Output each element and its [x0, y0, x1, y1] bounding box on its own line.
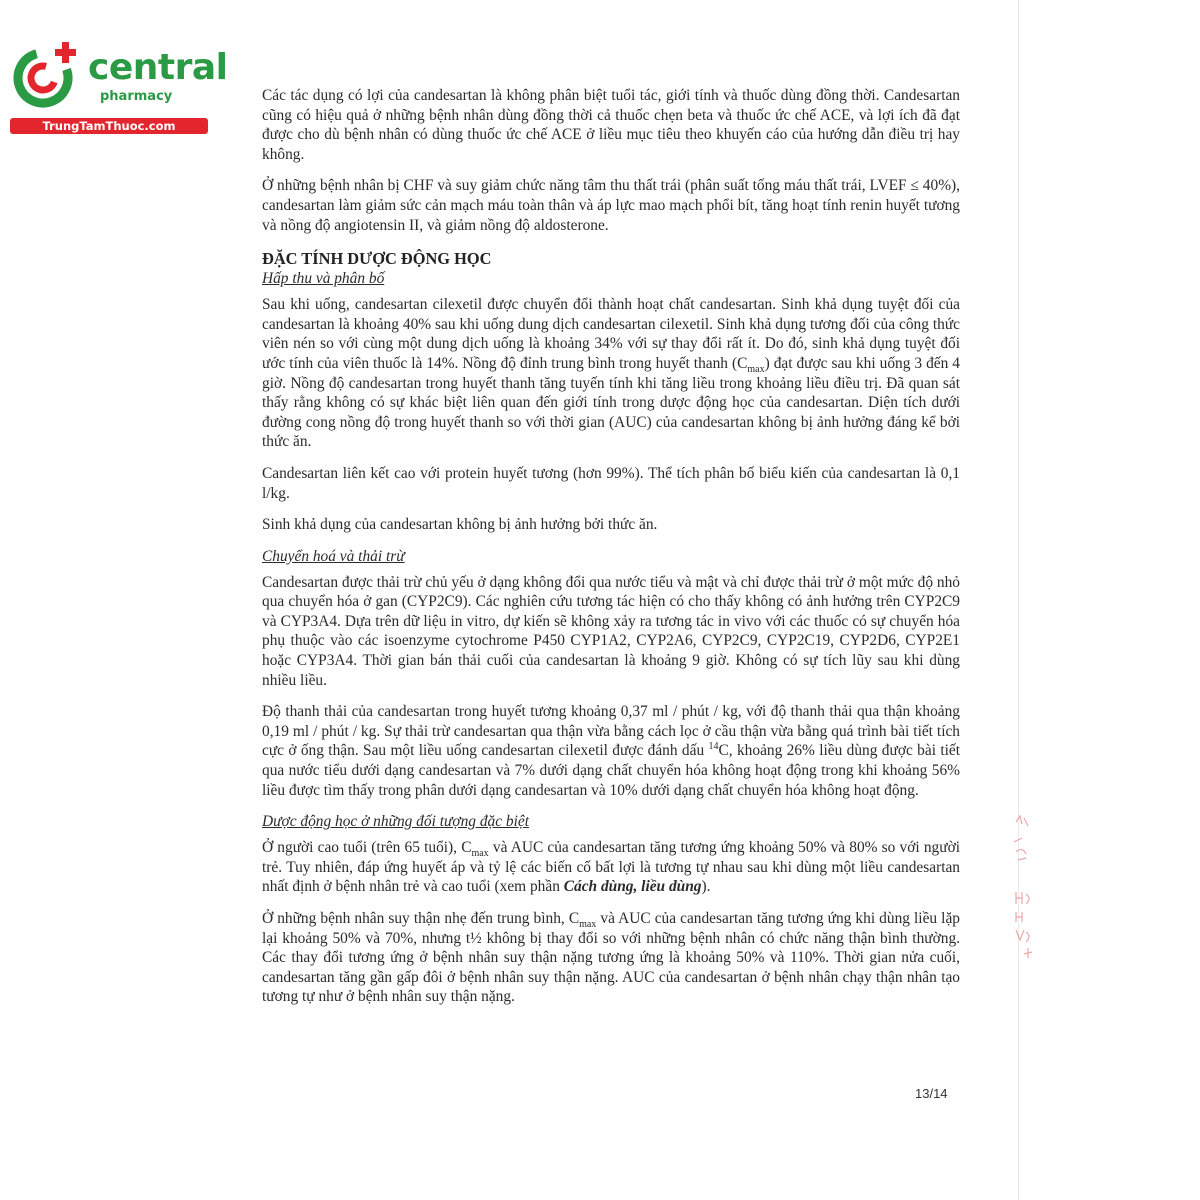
document-body [262, 86, 960, 1019]
cross-reference-emphasis: Cách dùng, liều dùng [563, 878, 702, 896]
text-run: và AUC của candesartan tăng tương ứng khoảng 50% và 80% so với người trẻ. Tuy nhiên, đáp ứng huyết áp và tỷ lệ các biến cố bất lợi là tương tự nhau sau khi dùng một liều candesartan nhất định ở bệnh nhân trẻ và cao tuổi (xem phần [262, 839, 960, 896]
paragraph-metabolism: Candesartan được thải trừ chủ yếu ở dạng không đổi qua nước tiểu và mật và chỉ được thải trừ ở một mức độ nhỏ qua chuyển hóa ở gan (CYP2C9). Các nghiên cứu tương tác hiện có cho thấy không có ảnh hưởng trên CYP2C9 và CYP3A4. Dựa trên dữ liệu in vitro, dự kiến sẽ không xảy ra tương tác in vivo với các thuốc có sự chuyển hóa phụ thuộc vào các isoenzyme cytochrome P450 CYP1A2, CYP2A6, CYP2C9, CYP2C19, CYP2D6, CYP2E1 hoặc CYP3A4. Thời gian bán thải cuối của candesartan là khoảng 9 giờ. Không có sự tích lũy sau khi dùng nhiều liều. [262, 573, 960, 689]
paragraph-protein-binding: Candesartan liên kết cao với protein huyết tương (hơn 99%). Thể tích phân bố biểu kiến của candesartan là 0,1 l/kg. [262, 464, 960, 502]
text-run: C, khoảng 26% liều dùng được bài tiết qua nước tiểu dưới dạng candesartan và 7% dưới dạng chất chuyển hóa không hoạt động trong khi khoảng 56% liều được tìm thấy trong phân dưới dạng candesartan và 10% dưới dạng chất chuyển hóa không hoạt động. [262, 742, 961, 799]
cmax-subscript: max [579, 919, 597, 931]
scan-edge-line [1018, 0, 1019, 1200]
page-number: 13/14 [915, 1086, 948, 1101]
central-pharmacy-logo [10, 38, 228, 138]
paragraph-renal-impairment [262, 909, 960, 1007]
paragraph-food-effect: Sinh khả dụng của candesartan không bị ảnh hưởng bởi thức ăn. [262, 516, 658, 534]
subheading-special-populations: Dược động học ở những đối tượng đặc biệt [262, 813, 529, 831]
text-run: Sau khi uống, candesartan cilexetil được chuyển đổi thành hoạt chất candesartan. Sinh khả dụng tuyệt đối của candesartan là khoảng 40% sau khi uống dung dịch candesartan cilexetil. Sinh khả dụng tương đối của công thức viên nén so với cùng một dung dịch uống là khoảng 34% với sự thay đổi rất ít. Do đó, sinh khả dụng tuyệt đối ước tính của viên thuốc là 14%. Nồng độ đỉnh trung bình trong huyết thanh (C [262, 296, 960, 372]
subheading-metabolism: Chuyển hoá và thải trừ [262, 547, 405, 565]
paragraph-elderly [262, 838, 960, 897]
isotope-superscript: 14 [708, 741, 719, 753]
brand-name: central [88, 47, 228, 88]
cmax-subscript: max [471, 848, 489, 860]
brand-sub: pharmacy [100, 89, 173, 104]
paragraph-clearance [262, 702, 960, 800]
logo-mark-icon [10, 38, 84, 112]
text-run: Độ thanh thải của candesartan trong huyết tương khoảng 0,37 ml / phút / kg, với độ thanh thải qua thận khoảng 0,19 ml / phút / kg. Sự thải trừ candesartan qua thận vừa bằng cách lọc ở cầu thận vừa bằng quá trình bài tiết tích cực ở ống thận. Sau một liều uống candesartan cilexetil được đánh dấu [262, 703, 960, 760]
cmax-subscript: max [747, 364, 765, 376]
paragraph-chf: Ở những bệnh nhân bị CHF và suy giảm chức năng tâm thu thất trái (phân suất tống máu thất trái, LVEF ≤ 40%), candesartan làm giảm sức cản mạch máu toàn thân và áp lực mao mạch phổi bít, tăng hoạt tính renin huyết tương và nồng độ angiotensin II, và giảm nồng độ aldosterone. [262, 177, 960, 234]
text-run: ). [701, 878, 711, 896]
text-run: và AUC của candesartan tăng tương ứng khi dùng liều lặp lại khoảng 50% và 70%, nhưng t½ không bị thay đổi so với những bệnh nhân có chức năng thận bình thường. Các thay đổi tương ứng ở bệnh nhân suy thận nặng tương ứng là khoảng 50% và 110%. Thời gian nửa cuối, candesartan tăng gần gấp đôi ở bệnh nhân suy thận nặng. AUC của candesartan ở bệnh nhân chạy thận nhân tạo tương tự như ở bệnh nhân suy thận nặng. [262, 910, 960, 1006]
subheading-absorption: Hấp thu và phân bố [262, 270, 385, 288]
paragraph-absorption [262, 295, 960, 452]
section-heading-pharmacokinetics: ĐẶC TÍNH DƯỢC ĐỘNG HỌC [262, 249, 492, 269]
text-run: ) đạt được sau khi uống 3 đến 4 giờ. Nồng độ candesartan trong huyết thanh tăng tuyến tính khi tăng liều trong khoảng liều điều trị. Đã quan sát thấy rằng không có sự khác biệt liên quan đến giới tính trong dược động học của candesartan. Diện tích dưới đường cong nồng độ trong huyết thanh so với thời gian (AUC) của candesartan không bị ảnh hưởng đáng kể bởi thức ăn. [262, 354, 960, 451]
brand-site: TrungTamThuoc.com [10, 118, 208, 134]
text-run: Ở người cao tuổi (trên 65 tuổi), C [262, 839, 472, 857]
text-run: Ở những bệnh nhân suy thận nhẹ đến trung bình, C [262, 910, 580, 927]
red-stamp-mark [1010, 812, 1036, 962]
paragraph-benefits: Các tác dụng có lợi của candesartan là không phân biệt tuổi tác, giới tính và thuốc dùng đồng thời. Candesartan cũng có hiệu quả ở những bệnh nhân dùng đồng thời cả thuốc chẹn beta và thuốc ức chế ACE, và lợi ích đã đạt được cho dù bệnh nhân có dùng thuốc ức chế ACE ở liều mục tiêu theo khuyến cáo của hướng dẫn điều trị hay không. [262, 87, 960, 163]
